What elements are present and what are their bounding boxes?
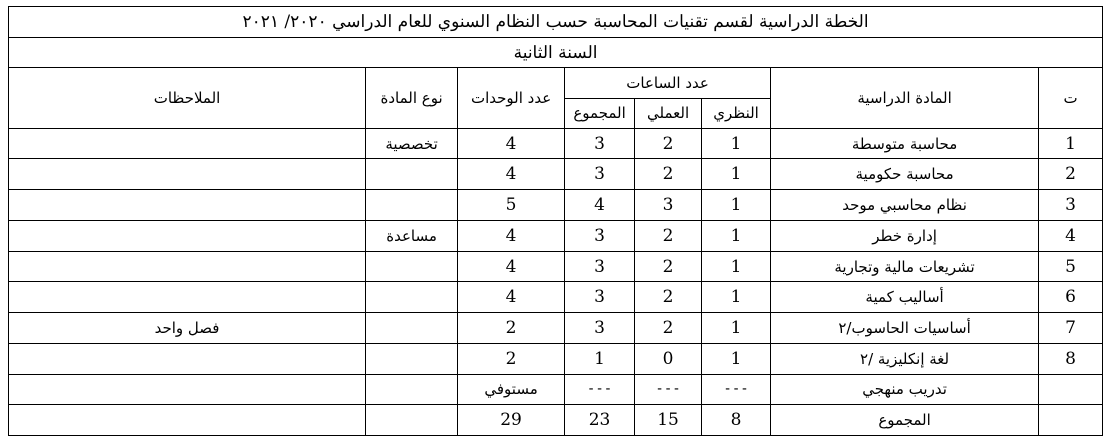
cell-notes: [9, 159, 366, 190]
cell-units: 2: [458, 343, 565, 374]
cell-type: [366, 159, 458, 190]
cell-units: 4: [458, 220, 565, 251]
cell-theory: 1: [702, 220, 771, 251]
total-row: [9, 405, 1103, 436]
cell-index: [1039, 374, 1103, 405]
table-row: [9, 251, 1103, 282]
table-row: [9, 343, 1103, 374]
table-row: [9, 220, 1103, 251]
cell-practical: 15: [635, 405, 702, 436]
cell-practical: 3: [635, 190, 702, 221]
header-theory: النظري: [702, 99, 771, 129]
cell-units: 4: [458, 282, 565, 313]
cell-practical: ---: [635, 374, 702, 405]
cell-practical: 2: [635, 282, 702, 313]
cell-index: 6: [1039, 282, 1103, 313]
year-label: السنة الثانية: [9, 37, 1103, 68]
cell-subject: تدريب منهجي: [771, 374, 1039, 405]
cell-theory: ---: [702, 374, 771, 405]
cell-type: [366, 282, 458, 313]
header-practical: العملي: [635, 99, 702, 129]
cell-total: 3: [565, 220, 635, 251]
cell-theory: 8: [702, 405, 771, 436]
cell-type: تخصصية: [366, 128, 458, 159]
cell-index: 8: [1039, 343, 1103, 374]
cell-theory: 1: [702, 282, 771, 313]
cell-notes: [9, 374, 366, 405]
cell-notes: [9, 343, 366, 374]
cell-subject: محاسبة متوسطة: [771, 128, 1039, 159]
cell-total: 3: [565, 159, 635, 190]
header-hours-group: عدد الساعات: [565, 68, 771, 99]
cell-practical: 2: [635, 220, 702, 251]
table-row: [9, 159, 1103, 190]
table-row: [9, 190, 1103, 221]
cell-total: 3: [565, 282, 635, 313]
cell-theory: 1: [702, 190, 771, 221]
cell-total: 4: [565, 190, 635, 221]
header-total: المجموع: [565, 99, 635, 129]
cell-notes: [9, 190, 366, 221]
table-row: [9, 128, 1103, 159]
table-row: [9, 313, 1103, 344]
cell-subject: أساليب كمية: [771, 282, 1039, 313]
cell-practical: 2: [635, 313, 702, 344]
cell-index: 7: [1039, 313, 1103, 344]
cell-total: 23: [565, 405, 635, 436]
cell-subject: محاسبة حكومية: [771, 159, 1039, 190]
cell-units: مستوفي: [458, 374, 565, 405]
cell-units: 4: [458, 251, 565, 282]
table-row: [9, 282, 1103, 313]
cell-type: [366, 190, 458, 221]
cell-theory: 1: [702, 313, 771, 344]
cell-type: [366, 343, 458, 374]
cell-practical: 2: [635, 159, 702, 190]
cell-theory: 1: [702, 343, 771, 374]
cell-total: 1: [565, 343, 635, 374]
cell-type: [366, 374, 458, 405]
cell-practical: 2: [635, 128, 702, 159]
training-row: [9, 374, 1103, 405]
cell-notes: [9, 251, 366, 282]
cell-practical: 2: [635, 251, 702, 282]
cell-theory: 1: [702, 159, 771, 190]
header-type: نوع المادة: [366, 68, 458, 128]
header-notes: الملاحظات: [9, 68, 366, 128]
cell-total: 3: [565, 128, 635, 159]
cell-notes: [9, 282, 366, 313]
cell-index: 5: [1039, 251, 1103, 282]
header-subject: المادة الدراسية: [771, 68, 1039, 128]
header-index: ت: [1039, 68, 1103, 128]
cell-index: 1: [1039, 128, 1103, 159]
cell-subject: المجموع: [771, 405, 1039, 436]
cell-notes: فصل واحد: [9, 313, 366, 344]
cell-total: ---: [565, 374, 635, 405]
cell-theory: 1: [702, 251, 771, 282]
cell-subject: أساسيات الحاسوب/٢: [771, 313, 1039, 344]
cell-index: 3: [1039, 190, 1103, 221]
cell-units: 4: [458, 159, 565, 190]
cell-units: 5: [458, 190, 565, 221]
cell-total: 3: [565, 251, 635, 282]
cell-notes: [9, 405, 366, 436]
cell-theory: 1: [702, 128, 771, 159]
header-units: عدد الوحدات: [458, 68, 565, 128]
cell-total: 3: [565, 313, 635, 344]
cell-index: 4: [1039, 220, 1103, 251]
cell-units: 29: [458, 405, 565, 436]
cell-type: [366, 313, 458, 344]
cell-units: 4: [458, 128, 565, 159]
cell-subject: إدارة خطر: [771, 220, 1039, 251]
cell-subject: نظام محاسبي موحد: [771, 190, 1039, 221]
cell-units: 2: [458, 313, 565, 344]
cell-practical: 0: [635, 343, 702, 374]
cell-index: 2: [1039, 159, 1103, 190]
cell-type: [366, 251, 458, 282]
study-plan-table: [8, 6, 1103, 436]
cell-index: [1039, 405, 1103, 436]
cell-notes: [9, 220, 366, 251]
cell-subject: لغة إنكليزية /٢: [771, 343, 1039, 374]
table-title: الخطة الدراسية لقسم تقنيات المحاسبة حسب النظام السنوي للعام الدراسي ٢٠٢٠/ ٢٠٢١: [9, 7, 1103, 38]
cell-notes: [9, 128, 366, 159]
cell-type: مساعدة: [366, 220, 458, 251]
cell-subject: تشريعات مالية وتجارية: [771, 251, 1039, 282]
cell-type: [366, 405, 458, 436]
